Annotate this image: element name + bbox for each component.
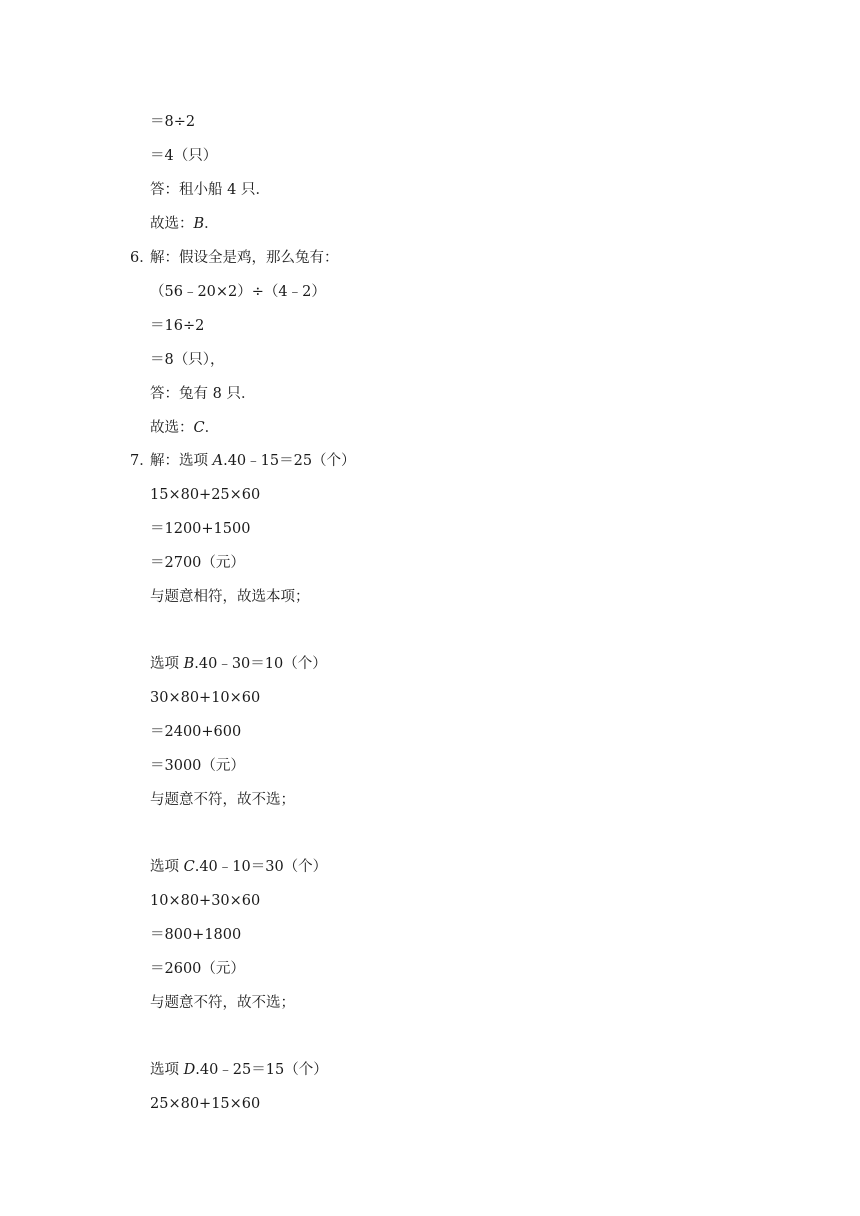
option-letter: A [212, 453, 224, 469]
answer-line: 答：兔有 8 只． [150, 386, 256, 402]
option-calc: .40﹣25＝15（个） [195, 1062, 328, 1078]
solution-line: ＝800+1800 [150, 927, 242, 943]
option-calc: .40﹣10＝30（个） [194, 859, 328, 875]
solution-line: ＝2600（元） [150, 961, 245, 977]
solution-line: ＝1200+1500 [150, 521, 251, 537]
solution-line: ＝2400+600 [150, 724, 242, 740]
option-line [150, 654, 327, 674]
option-letter: D [183, 1062, 196, 1078]
solution-intro: 解：假设全是鸡，那么兔有： [150, 250, 339, 266]
choice-line [150, 418, 219, 438]
question-6-header [130, 248, 339, 268]
option-prefix: 解：选项 [150, 453, 213, 469]
option-prefix: 选项 [150, 859, 184, 875]
conclusion-line: 与题意不符，故不选； [150, 995, 295, 1011]
solution-line: ＝8（只）， [150, 352, 225, 368]
solution-line: （56﹣20×2）÷（4﹣2） [150, 284, 326, 300]
option-calc: .40﹣30＝10（个） [194, 656, 327, 672]
choice-prefix: 故选： [150, 420, 194, 436]
solution-line: ＝4（只） [150, 148, 218, 164]
choice-line [150, 214, 219, 234]
solution-line: 10×80+30×60 [150, 893, 261, 909]
question-7-header [130, 451, 356, 471]
solution-line: ＝8÷2 [150, 114, 196, 130]
option-prefix: 选项 [150, 1062, 184, 1078]
solution-line: 15×80+25×60 [150, 487, 261, 503]
choice-suffix: ． [204, 216, 219, 232]
question-number: 6． [130, 250, 154, 266]
answer-line: 答：租小船 4 只． [150, 182, 270, 198]
solution-line: 25×80+15×60 [150, 1096, 261, 1112]
solution-line: 30×80+10×60 [150, 690, 261, 706]
conclusion-line: 与题意不符，故不选； [150, 792, 295, 808]
choice-prefix: 故选： [150, 216, 194, 232]
choice-letter: B [193, 216, 205, 232]
conclusion-line: 与题意相符，故选本项； [150, 589, 310, 605]
solution-line: ＝16÷2 [150, 318, 205, 334]
option-line [150, 1060, 328, 1080]
option-line [150, 857, 327, 877]
choice-suffix: ． [204, 420, 220, 436]
solution-line: ＝3000（元） [150, 758, 245, 774]
solution-line: ＝2700（元） [150, 555, 245, 571]
option-prefix: 选项 [150, 656, 184, 672]
question-number: 7． [130, 453, 154, 469]
option-letter: C [183, 859, 195, 875]
option-calc: .40﹣15＝25（个） [223, 453, 356, 469]
option-letter: B [183, 656, 195, 672]
choice-letter: C [193, 420, 205, 436]
